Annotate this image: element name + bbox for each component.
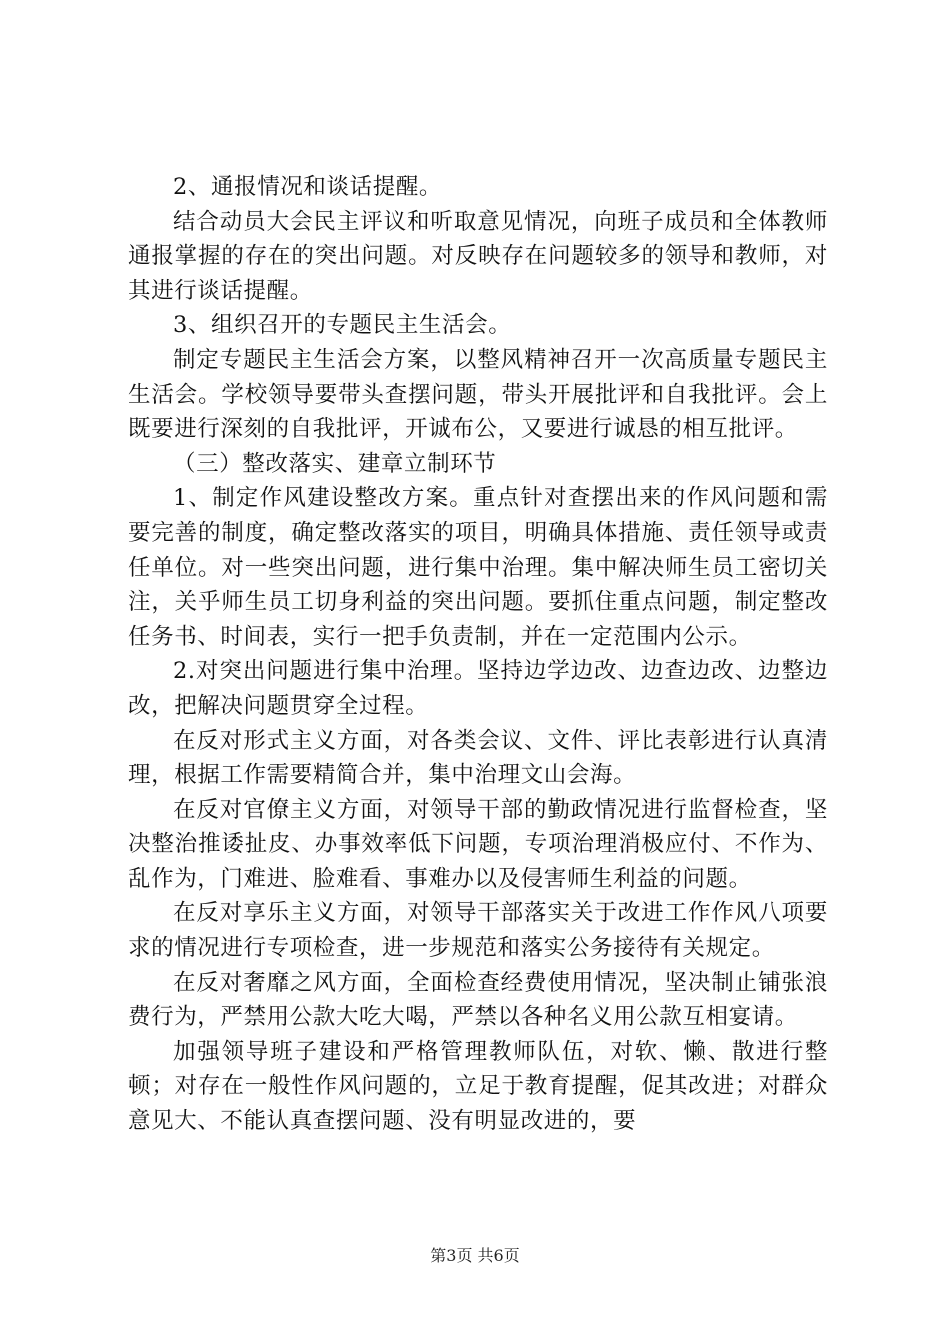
- paragraph: 2、通报情况和谈话提醒。: [173, 174, 443, 200]
- page-number-footer: 第3页 共6页: [430, 1246, 520, 1265]
- paragraph: 结合动员大会民主评议和听取意见情况，向班子成员和全体教师通报掌握的存在的突出问题。对反映存在问题较多的领导和教师，对其进行谈话提醒。: [128, 208, 828, 304]
- paragraph: 2.对突出问题进行集中治理。坚持边学边改、边查边改、边整边改，把解决问题贯穿全过程。: [128, 658, 828, 719]
- paragraph: 在反对形式主义方面，对各类会议、文件、评比表彰进行认真清理，根据工作需要精简合并，集中治理文山会海。: [128, 727, 828, 789]
- paragraph: 1、制定作风建设整改方案。重点针对查摆出来的作风问题和需要完善的制度，确定整改落实的项目，明确具体措施、责任领导或责任单位。对一些突出问题，进行集中治理。集中解决师生员工密切关注，关乎师生员工切身利益的突出问题。要抓住重点问题，制定整改任务书、时间表，实行一把手负责制，并在一定范围内公示。: [128, 485, 828, 650]
- paragraph: 3、组织召开的专题民主生活会。: [173, 312, 512, 339]
- paragraph: 在反对官僚主义方面，对领导干部的勤政情况进行监督检查，坚决整治推诿扯皮、办事效率低下问题，专项治理消极应付、不作为、乱作为，门难进、脸难看、事难办以及侵害师生利益的问题。: [128, 796, 828, 892]
- document-body: [128, 170, 828, 1139]
- paragraph: 在反对享乐主义方面，对领导干部落实关于改进工作作风八项要求的情况进行专项检查，进一步规范和落实公务接待有关规定。: [128, 900, 828, 962]
- section-heading: （三）整改落实、建章立制环节: [173, 450, 497, 477]
- paragraph: 在反对奢靡之风方面，全面检查经费使用情况，坚决制止铺张浪费行为，严禁用公款大吃大喝，严禁以各种名义用公款互相宴请。: [128, 969, 828, 1031]
- paragraph: 加强领导班子建设和严格管理教师队伍，对软、懒、散进行整顿；对存在一般性作风问题的，立足于教育提醒，促其改进；对群众意见大、不能认真查摆问题、没有明显改进的，要: [128, 1038, 828, 1135]
- paragraph: 制定专题民主生活会方案，以整风精神召开一次高质量专题民主生活会。学校领导要带头查摆问题，带头开展批评和自我批评。会上既要进行深刻的自我批评，开诚布公，又要进行诚恳的相互批评。: [128, 346, 828, 443]
